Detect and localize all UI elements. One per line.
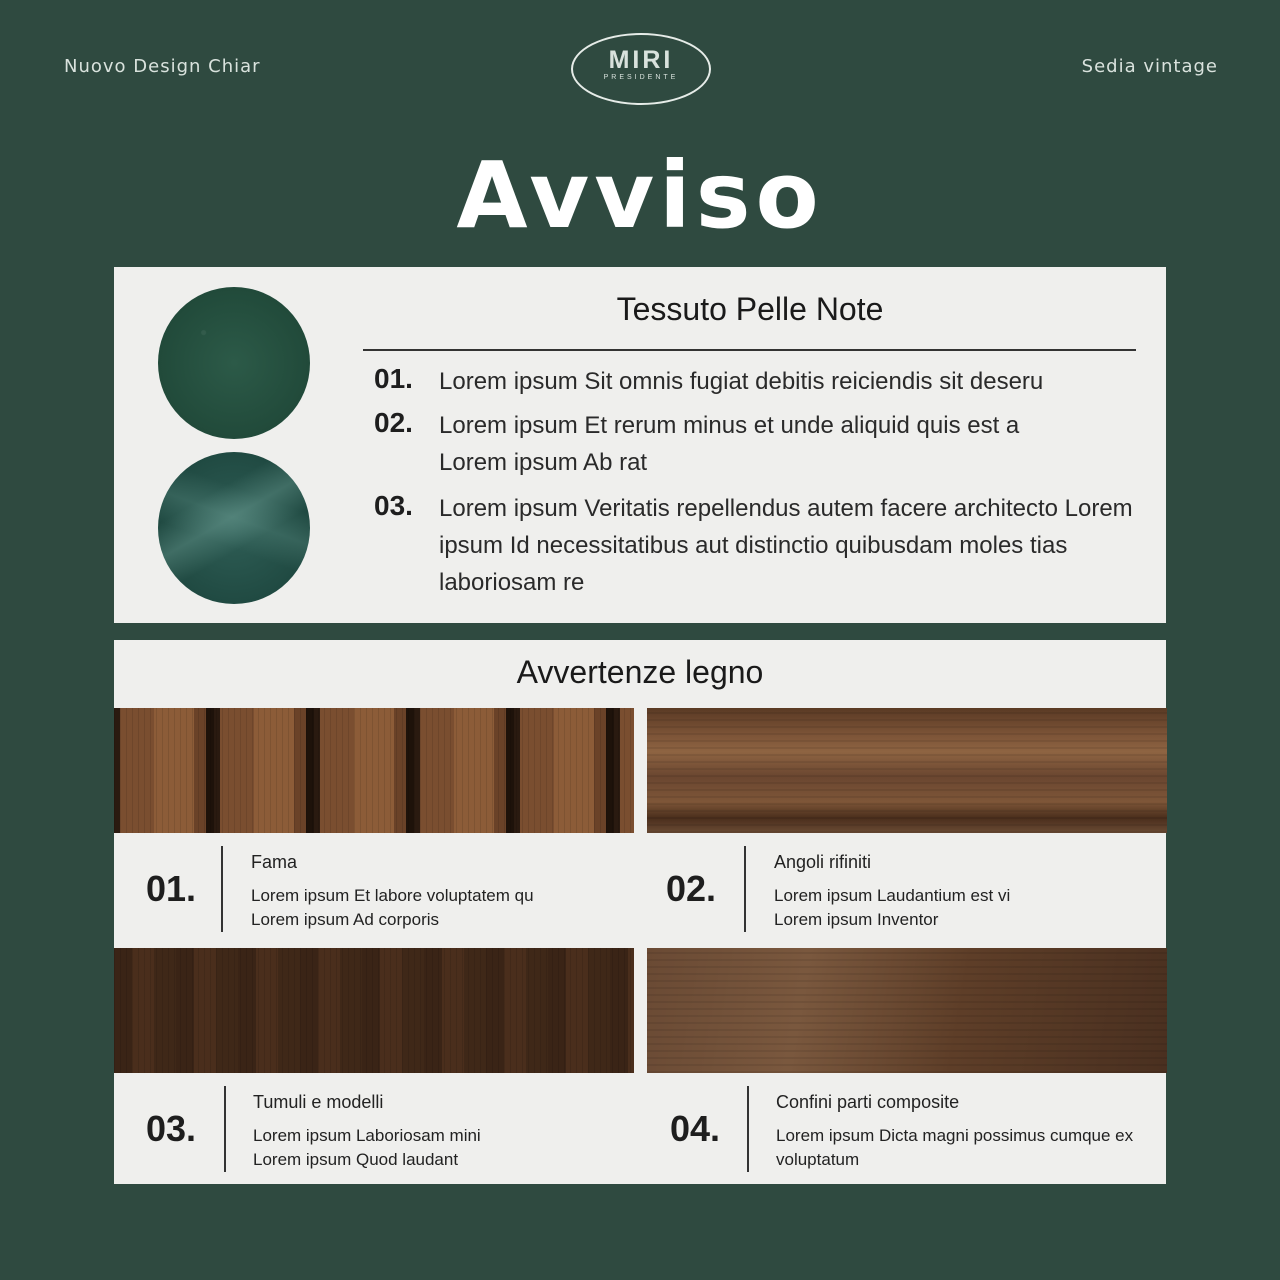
note-text: Lorem ipsum Sit omnis fugiat debitis reiciendis sit deseru [439,368,1044,395]
note-number: 03. [374,490,413,521]
wood-beam-image [647,708,1167,833]
wood-warnings-panel [114,640,1166,1184]
warning-item [114,1080,634,1190]
dark-wood-image [114,948,634,1073]
warning-number: 02. [666,868,717,909]
velvet-swatch-image [158,287,310,439]
logo-subtitle: PRESIDENTE [603,74,679,81]
warning-item [114,840,634,950]
page-title: Avviso [456,142,824,249]
wood-floor-image [647,948,1167,1073]
warning-number: 01. [146,868,197,909]
heading-divider [363,349,1136,351]
header-right-text: Sedia vintage [1081,56,1218,77]
brand-logo [571,33,711,105]
warning-divider [224,1086,226,1172]
warning-description: Lorem ipsum Laudantium est vi Lorem ipsum Inventor [774,886,1011,929]
warning-description: Lorem ipsum Et labore voluptatem qu Lorem ipsum Ad corporis [251,886,534,929]
wood-heading: Avvertenze legno [516,654,764,690]
warning-number: 04. [670,1108,721,1149]
warning-number: 03. [146,1108,197,1149]
warning-divider [747,1086,749,1172]
warning-divider [221,846,223,932]
logo-name: MIRI [608,46,674,74]
note-text: Lorem ipsum Et rerum minus et unde aliquid quis est a Lorem ipsum Ab rat [439,412,1020,476]
fabric-notes-panel [114,267,1166,623]
wood-planks-image [114,708,634,833]
note-number: 02. [374,407,413,438]
warning-item [634,1080,1154,1190]
note-number: 01. [374,363,413,394]
warning-title: Tumuli e modelli [253,1092,384,1112]
warning-description: Lorem ipsum Dicta magni possimus cumque ex voluptatum [776,1126,1134,1169]
warning-title: Angoli rifiniti [774,852,872,872]
warning-title: Confini parti composite [776,1092,960,1112]
warning-title: Fama [251,852,298,872]
warning-divider [744,846,746,932]
silk-swatch-image [158,452,310,604]
note-text: Lorem ipsum Veritatis repellendus autem facere architecto Lorem ipsum Id necessitatibus aut distinctio quibusdam moles tias laboriosam re [439,495,1133,596]
warning-item [634,840,1154,950]
warning-description: Lorem ipsum Laboriosam mini Lorem ipsum Quod laudant [253,1126,481,1169]
header-left-text: Nuovo Design Chiar [64,56,261,77]
fabric-heading: Tessuto Pelle Note [616,291,884,327]
